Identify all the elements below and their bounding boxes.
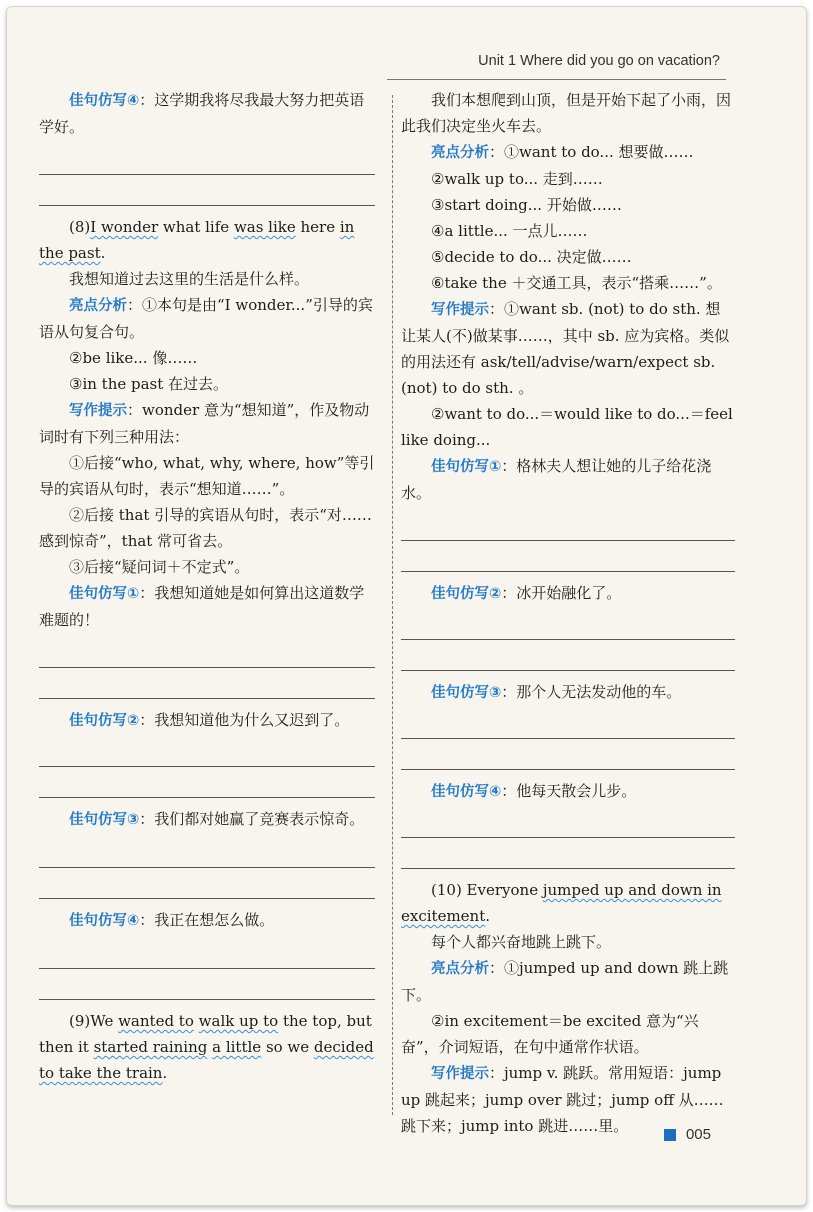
tip-item: ②后接 that 引导的宾语从句时，表示“对……感到惊奇”，that 常可省去。 [39,506,372,550]
imitation-4-prompt: 佳句仿写④：他每天散会儿步。 [431,782,637,800]
example-sentence-9: (9)We wanted to walk up to the top, but then it started raining a little so we decided to take the train. [39,1012,374,1082]
writing-tip: 写作提示：wonder 意为“想知道”，作及物动词时有下列三种用法： [39,401,370,446]
example-sentence-10: (10) Everyone jumped up and down in excitement. [401,881,722,925]
highlight-analysis: 亮点分析：①本句是由“I wonder...”引导的宾语从句复合句。 [39,296,373,341]
page-number-text: 005 [685,1126,711,1143]
imitation-3-prompt: 佳句仿写③：那个人无法发动他的车。 [431,683,682,701]
header-rule [387,79,726,80]
analysis-item: ③start doing... 开始做…… [431,196,622,214]
highlight-analysis: 亮点分析：①want to do... 想要做…… [431,143,694,161]
analysis-item: ②in excitement＝be excited 意为“兴奋”，介词短语，在句中通常作状语。 [401,1012,699,1056]
imitation-1-prompt: 佳句仿写①：我想知道她是如何算出这道数学难题的！ [39,584,365,629]
textbook-page [6,6,807,1206]
running-header: Unit 1 Where did you go on vacation? [478,53,720,69]
imitation-1-prompt: 佳句仿写①：格林夫人想让她的儿子给花浇水。 [401,457,712,502]
imitation-2-prompt: 佳句仿写②：冰开始融化了。 [431,584,622,602]
writing-tip-2: 写作提示：jump v. 跳跃。常用短语：jump up 跳起来；jump over 跳过；jump off 从……跳下来；jump into 跳进……里。 [401,1064,724,1135]
imitation-3-prompt: 佳句仿写③：我们都对她赢了竞赛表示惊奇。 [69,810,365,828]
translation-8: 我想知道过去这里的生活是什么样。 [69,270,310,288]
analysis-item: ④a little... 一点儿…… [431,222,588,240]
analysis-item: ⑥take the ＋交通工具，表示“搭乘……”。 [431,274,722,292]
tip-item: ①后接“who, what, why, where, how”等引导的宾语从句时，表示“想知道……”。 [39,454,375,498]
page-marker-square [664,1129,676,1141]
imitation-4-prompt [39,87,375,140]
analysis-item: ⑤decide to do... 决定做…… [431,248,632,266]
imitation-4b-prompt: 佳句仿写④：我正在想怎么做。 [69,911,275,929]
left-column [39,87,375,1086]
tip-item: ②want to do...＝would like to do...＝feel like doing... [401,405,733,449]
right-column [401,87,735,1139]
imitation-label: 佳句仿写④ [69,93,140,109]
translation-9: 我们本想爬到山顶，但是开始下起了小雨，因此我们决定坐火车去。 [401,91,732,135]
analysis-item: ②walk up to... 走到…… [431,170,603,188]
translation-10: 每个人都兴奋地跳上跳下。 [431,933,612,951]
imitation-2-prompt: 佳句仿写②：我想知道他为什么又迟到了。 [69,711,350,729]
tip-item: ③后接“疑问词＋不定式”。 [69,558,250,576]
writing-tip: 写作提示：①want sb. (not) to do sth. 想让某人(不)做某事……，其中 sb. 应为宾格。类似的用法还有 ask/tell/advise/warn/expect sb. (not) to do sth. 。 [401,300,730,397]
column-divider [392,95,393,1115]
analysis-item: ③in the past 在过去。 [69,375,229,393]
analysis-item: ②be like... 像…… [69,349,198,367]
example-sentence-8: (8)I wonder what life was like here in the past. [39,218,355,262]
imitation-text: ：这学期我将尽我最大努力把英语学好。 [39,91,365,136]
highlight-analysis-2: 亮点分析：①jumped up and down 跳上跳下。 [401,959,729,1004]
page-number [664,1126,711,1143]
